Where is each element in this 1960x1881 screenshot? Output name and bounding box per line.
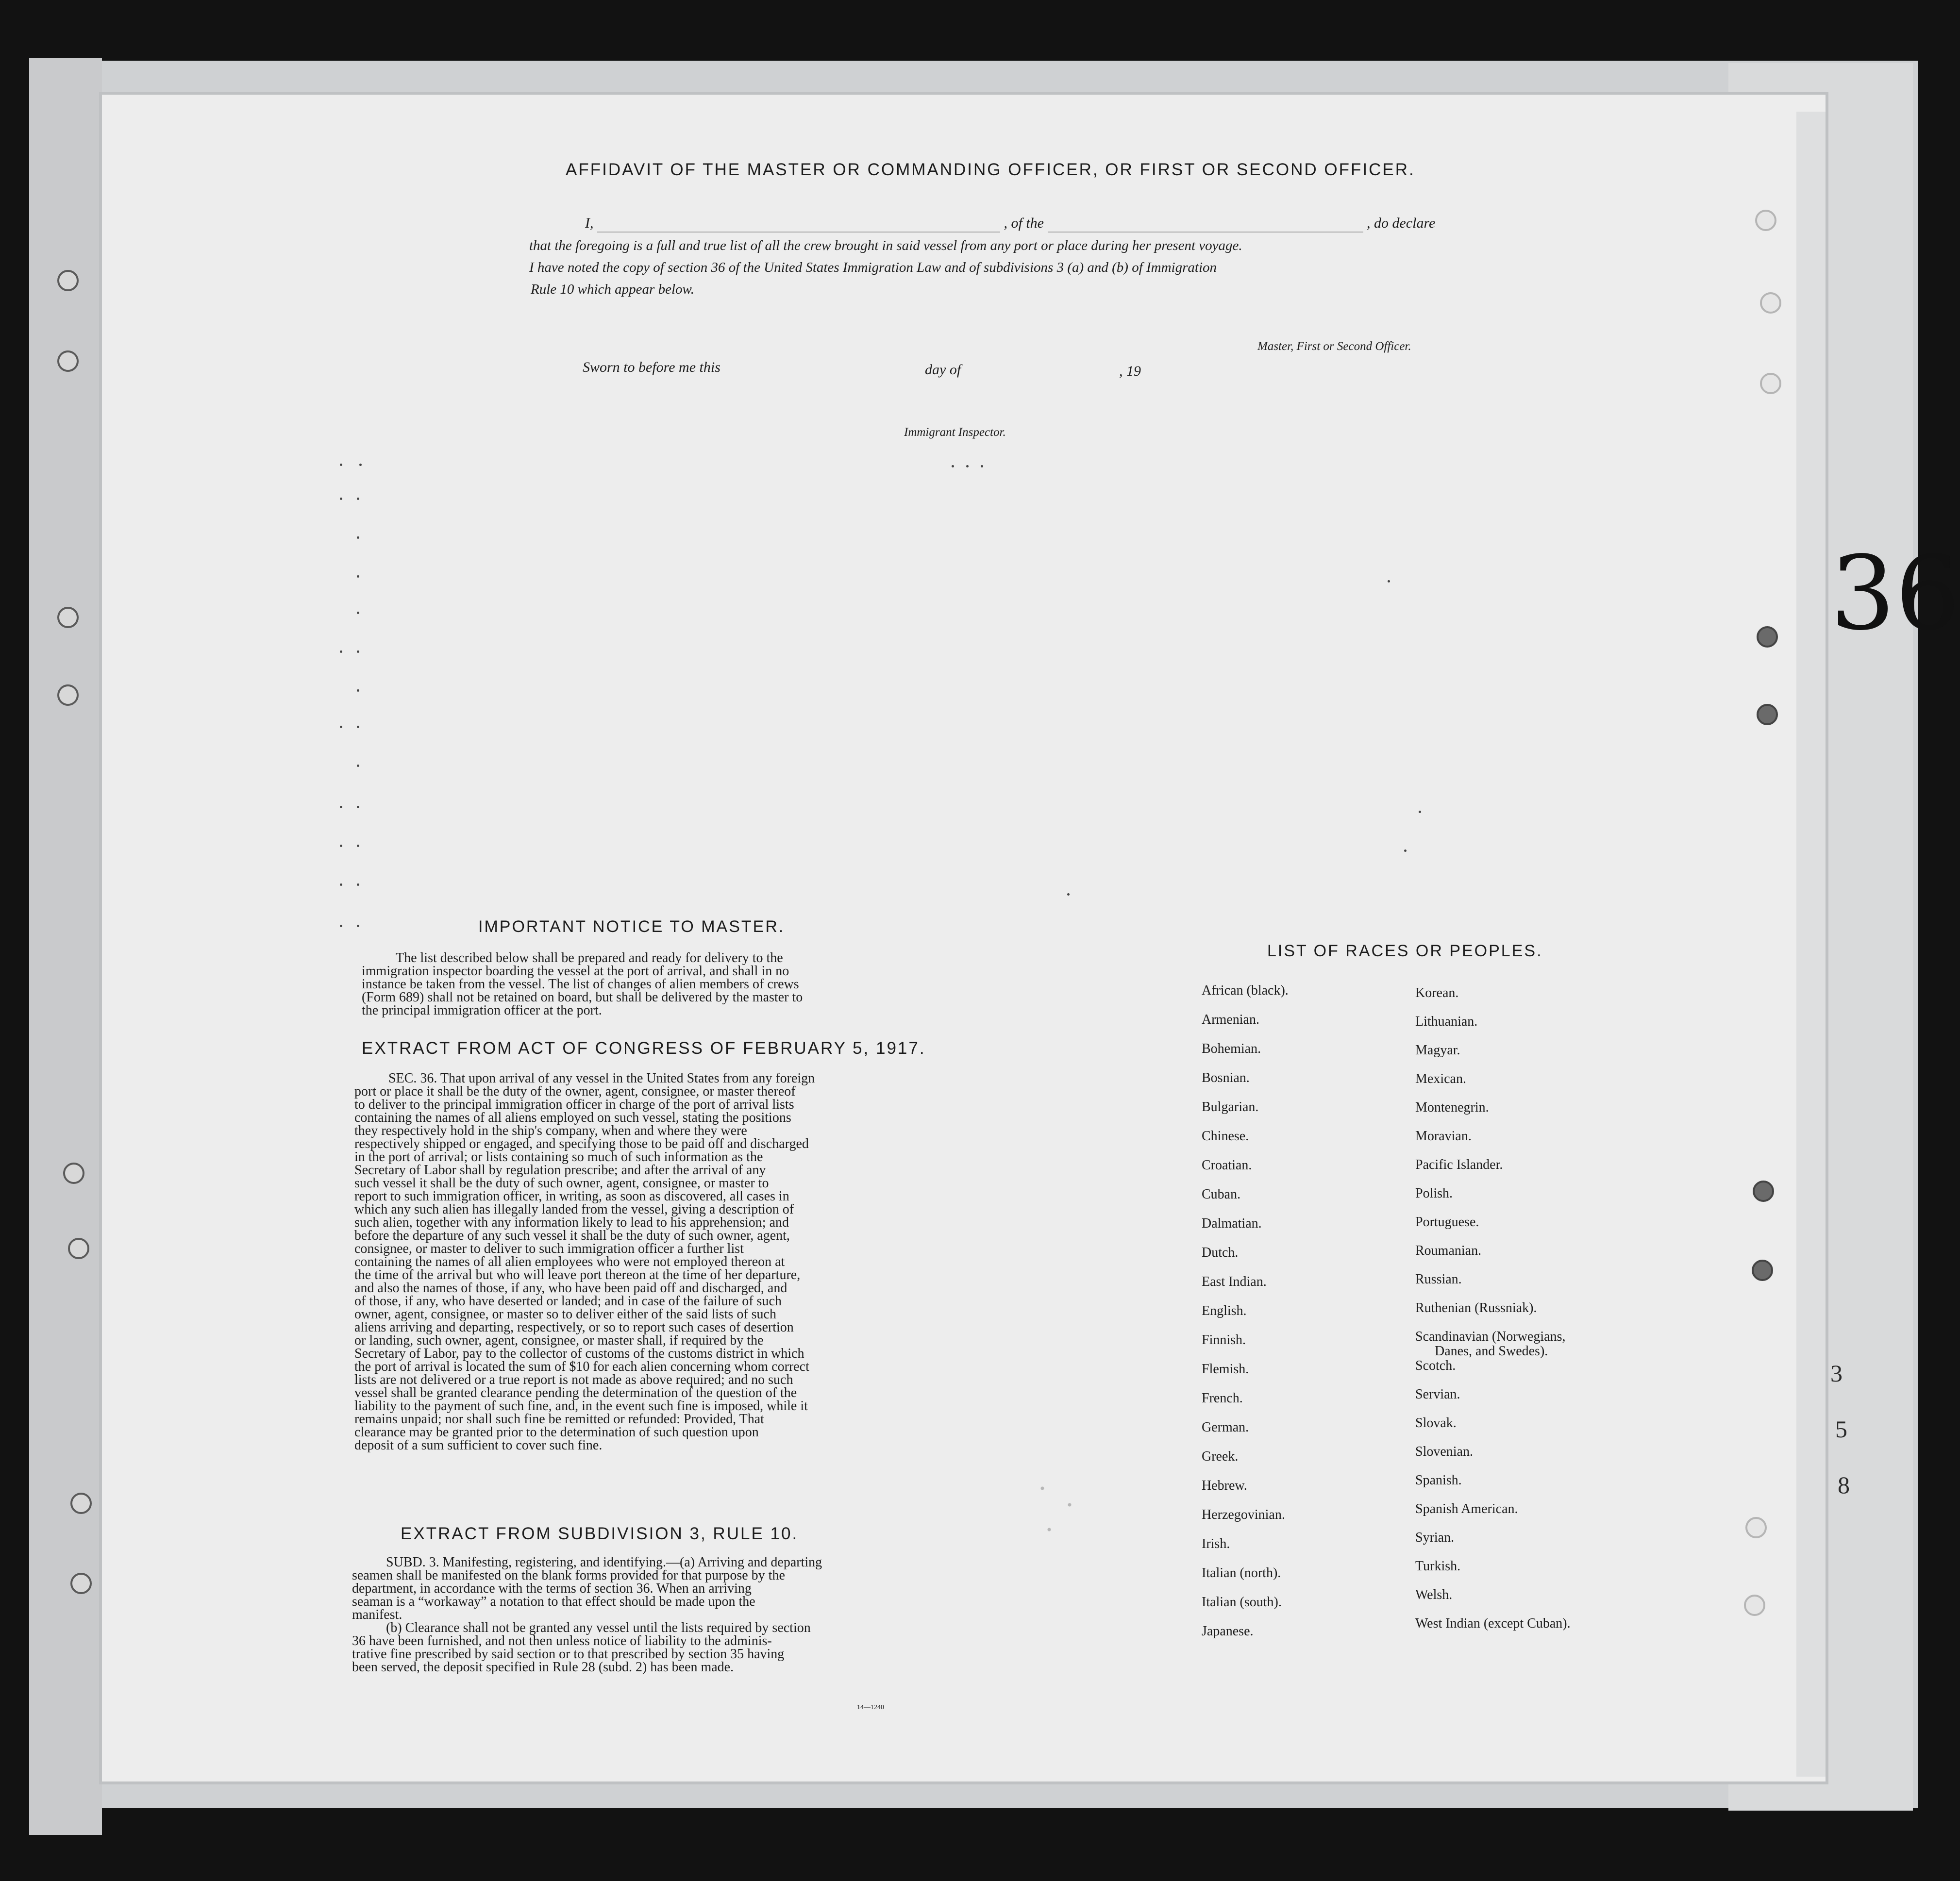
race-item: Spanish. bbox=[1415, 1473, 1462, 1488]
extract-act-line: SEC. 36. That upon arrival of any vessel in the United States from any foreign bbox=[388, 1071, 815, 1086]
race-item: Russian. bbox=[1415, 1272, 1462, 1287]
race-item: African (black). bbox=[1202, 983, 1289, 998]
race-item: Bulgarian. bbox=[1202, 1099, 1259, 1115]
punch-hole-icon bbox=[57, 684, 79, 706]
extract-rule-line: been served, the deposit specified in Rule 28 (subd. 2) has been made. bbox=[352, 1660, 734, 1675]
dot bbox=[357, 883, 359, 886]
punch-hole-icon bbox=[63, 1163, 84, 1184]
notice-line: (Form 689) shall not be retained on board, but shall be delivered by the master to bbox=[362, 990, 803, 1005]
dot bbox=[1404, 849, 1407, 852]
affidavit-of-the: , of the bbox=[1004, 215, 1044, 231]
dot bbox=[357, 536, 359, 539]
dot bbox=[966, 465, 969, 467]
extract-act-line: before the departure of any such vessel it shall be the duty of such owner, agent, bbox=[354, 1228, 790, 1243]
race-item: Lithuanian. bbox=[1415, 1014, 1478, 1029]
race-item: Slovak. bbox=[1415, 1415, 1457, 1431]
sworn-text: Sworn to before me this bbox=[583, 359, 720, 375]
notice-line: instance be taken from the vessel. The list of changes of alien members of crews bbox=[362, 977, 799, 992]
punch-hole-icon bbox=[57, 350, 79, 372]
extract-act-line: they respectively hold in the ship's company, when and where they were bbox=[354, 1123, 747, 1138]
race-item: Armenian. bbox=[1202, 1012, 1259, 1027]
extract-act-line: liability to the payment of such fine, and, in the event such fine is imposed, while it bbox=[354, 1398, 808, 1414]
extract-act-line: vessel shall be granted clearance pending the determination of the question of the bbox=[354, 1385, 797, 1400]
race-item: West Indian (except Cuban). bbox=[1415, 1616, 1571, 1631]
punch-hole-icon bbox=[70, 1573, 92, 1594]
extract-act-line: or landing, such owner, agent, consignee, or master shall, if required by the bbox=[354, 1333, 764, 1348]
notice-paragraph bbox=[362, 951, 935, 1017]
race-item: Chinese. bbox=[1202, 1129, 1249, 1144]
handwritten-mark: 3 bbox=[1830, 1360, 1843, 1387]
notice-line: the principal immigration officer at the port. bbox=[362, 1003, 602, 1018]
race-item: Dalmatian. bbox=[1202, 1216, 1262, 1231]
dot bbox=[340, 925, 342, 927]
race-item: Herzegovinian. bbox=[1202, 1507, 1285, 1522]
punch-hole-icon bbox=[1760, 373, 1781, 394]
extract-act-line: Secretary of Labor shall by regulation prescribe; and after the arrival of any bbox=[354, 1163, 766, 1178]
punch-hole-icon bbox=[1752, 1260, 1773, 1281]
race-item: Scandinavian (Norwegians, bbox=[1415, 1329, 1566, 1344]
punch-hole-icon bbox=[68, 1238, 89, 1259]
extract-act-line: clearance may be granted prior to the determination of such question upon bbox=[354, 1425, 759, 1440]
dot bbox=[1419, 811, 1421, 813]
year-text: , 19 bbox=[1119, 363, 1141, 379]
notice-line: The list described below shall be prepared and ready for delivery to the bbox=[396, 950, 783, 965]
affidavit-line-1 bbox=[585, 215, 1478, 233]
punch-hole-icon bbox=[1757, 626, 1778, 648]
race-item: Greek. bbox=[1202, 1449, 1239, 1464]
race-item: Cuban. bbox=[1202, 1187, 1241, 1202]
dot bbox=[340, 650, 342, 653]
extract-rule-title: EXTRACT FROM SUBDIVISION 3, RULE 10. bbox=[401, 1524, 799, 1543]
race-item: Dutch. bbox=[1202, 1245, 1239, 1260]
extract-rule-line: seamen shall be manifested on the blank forms provided for that purpose by the bbox=[352, 1568, 785, 1583]
extract-act-line: consignee, or master to deliver to such immigration officer a further list bbox=[354, 1241, 744, 1256]
extract-rule-line: department, in accordance with the terms of section 36. When an arriving bbox=[352, 1581, 752, 1596]
affidavit-line-3: I have noted the copy of section 36 of the United States Immigration Law and of subdivisions 3 (a) and (b) of Immigration bbox=[529, 260, 1217, 275]
race-item: French. bbox=[1202, 1391, 1243, 1406]
notice-title: IMPORTANT NOTICE TO MASTER. bbox=[478, 917, 785, 936]
race-item: East Indian. bbox=[1202, 1274, 1267, 1289]
extract-act-line: lists are not delivered or a true report is not made as above required; and no such bbox=[354, 1372, 793, 1387]
ink-smudge bbox=[1022, 1464, 1090, 1546]
handwritten-mark: 8 bbox=[1838, 1471, 1850, 1498]
extract-act-line: such vessel it shall be the duty of such owner, agent, consignee, or master to bbox=[354, 1176, 769, 1191]
extract-act-line: and also the names of those, if any, who have been paid off and discharged, and bbox=[354, 1281, 787, 1296]
race-item: Turkish. bbox=[1415, 1559, 1461, 1574]
left-page-edge bbox=[29, 58, 102, 1835]
race-item: Roumanian. bbox=[1415, 1243, 1482, 1258]
punch-hole-icon bbox=[1755, 210, 1776, 231]
inspector-caption: Immigrant Inspector. bbox=[904, 426, 1006, 439]
affidavit-prefix: I, bbox=[585, 215, 594, 231]
extract-rule-line: trative fine prescribed by said section or to that prescribed by section 35 having bbox=[352, 1647, 785, 1662]
extract-rule-line: 36 have been furnished, and not then unless notice of liability to the adminis- bbox=[352, 1633, 772, 1648]
extract-act-line: containing the names of all aliens employed on such vessel, stating the positions bbox=[354, 1110, 791, 1125]
extract-act-line: remains unpaid; nor shall such fine be remitted or refunded: Provided, That bbox=[354, 1412, 764, 1427]
affidavit-title: AFFIDAVIT OF THE MASTER OR COMMANDING OFFICER, OR FIRST OR SECOND OFFICER. bbox=[566, 160, 1415, 179]
dot bbox=[357, 726, 359, 728]
dot bbox=[1388, 580, 1390, 583]
extract-act-line: in the port of arrival; or lists containing so much of such information as the bbox=[354, 1149, 763, 1165]
dot bbox=[357, 765, 359, 767]
affidavit-line-2: that the foregoing is a full and true list of all the crew brought in said vessel from any port or place during her present voyage. bbox=[529, 238, 1242, 253]
dot bbox=[357, 498, 359, 500]
race-item: Servian. bbox=[1415, 1387, 1460, 1402]
extract-act-line: to deliver to the principal immigration officer in charge of the port of arrival lists bbox=[354, 1097, 794, 1112]
race-item: Irish. bbox=[1202, 1536, 1230, 1551]
dot bbox=[340, 464, 342, 466]
dot bbox=[340, 498, 342, 500]
race-item: Portuguese. bbox=[1415, 1215, 1479, 1230]
extract-act-line: aliens arriving and departing, respectively, or so to report such cases of desertion bbox=[354, 1320, 794, 1335]
master-signature-caption: Master, First or Second Officer. bbox=[1257, 340, 1411, 353]
race-item: Croatian. bbox=[1202, 1158, 1252, 1173]
race-item: Spanish American. bbox=[1415, 1501, 1518, 1516]
dot bbox=[357, 806, 359, 808]
dot bbox=[340, 806, 342, 808]
extract-rule-line: manifest. bbox=[352, 1607, 402, 1622]
race-item: Slovenian. bbox=[1415, 1444, 1473, 1459]
race-item: German. bbox=[1202, 1420, 1249, 1435]
name-blank bbox=[597, 215, 1000, 233]
handwritten-mark: 5 bbox=[1835, 1415, 1847, 1443]
race-item: Montenegrin. bbox=[1415, 1100, 1489, 1115]
dot bbox=[981, 465, 983, 467]
notice-line: immigration inspector boarding the vessel at the port of arrival, and shall in no bbox=[362, 964, 789, 979]
extract-act-line: the time of the arrival but who will leave port thereon at the time of her departure, bbox=[354, 1267, 801, 1282]
race-item: Flemish. bbox=[1202, 1362, 1249, 1377]
race-item: English. bbox=[1202, 1303, 1247, 1318]
extract-act-paragraph bbox=[354, 1072, 927, 1452]
punch-hole-icon bbox=[57, 607, 79, 628]
extract-rule-paragraph bbox=[352, 1556, 925, 1674]
punch-hole-icon bbox=[1760, 292, 1781, 314]
extract-rule-line: seaman is a “workaway” a notation to that effect should be made upon the bbox=[352, 1594, 755, 1609]
day-of-text: day of bbox=[925, 362, 961, 378]
race-item: Polish. bbox=[1415, 1186, 1453, 1201]
extract-act-line: respectively shipped or engaged, and specifying those to be paid off and discharged bbox=[354, 1136, 809, 1151]
dot bbox=[359, 464, 362, 466]
race-item: Italian (north). bbox=[1202, 1565, 1281, 1581]
race-item: Welsh. bbox=[1415, 1587, 1453, 1602]
dot bbox=[357, 845, 359, 847]
extract-act-line: owner, agent, consignee, or master so to deliver either of the said lists of such bbox=[354, 1307, 776, 1322]
extract-act-line: which any such alien has illegally landed from the vessel, giving a description of bbox=[354, 1202, 794, 1217]
race-item: Pacific Islander. bbox=[1415, 1157, 1503, 1172]
vessel-blank bbox=[1048, 215, 1363, 233]
punch-hole-icon bbox=[1745, 1517, 1767, 1538]
extract-act-line: the port of arrival is located the sum of $10 for each alien concerning whom correct bbox=[354, 1359, 809, 1374]
extract-act-line: of those, if any, who have deserted or landed; and in case of the failure of such bbox=[354, 1294, 782, 1309]
race-item: Danes, and Swedes). bbox=[1435, 1344, 1548, 1359]
dot bbox=[1067, 893, 1070, 896]
dot bbox=[952, 465, 954, 467]
affidavit-line-4: Rule 10 which appear below. bbox=[531, 282, 694, 297]
handwritten-number: 36 bbox=[1830, 534, 1960, 653]
extract-act-line: Secretary of Labor, pay to the collector of customs of the customs district in which bbox=[354, 1346, 804, 1361]
race-item: Mexican. bbox=[1415, 1071, 1466, 1086]
extract-act-line: containing the names of all alien employees who were not employed thereon at bbox=[354, 1254, 785, 1269]
race-item: Scotch. bbox=[1415, 1358, 1456, 1373]
punch-hole-icon bbox=[1744, 1595, 1765, 1616]
extract-act-line: report to such immigration officer, in writing, as soon as discovered, all cases in bbox=[354, 1189, 789, 1204]
race-item: Korean. bbox=[1415, 985, 1459, 1000]
extract-act-line: port or place it shall be the duty of the owner, agent, consignee, or master thereof bbox=[354, 1084, 796, 1099]
dot bbox=[357, 689, 359, 692]
document-page bbox=[102, 95, 1826, 1781]
dot bbox=[357, 575, 359, 578]
page-edge-right bbox=[1796, 112, 1826, 1777]
dot bbox=[340, 726, 342, 728]
dot bbox=[340, 883, 342, 886]
race-item: Moravian. bbox=[1415, 1129, 1472, 1144]
extract-act-line: deposit of a sum sufficient to cover such fine. bbox=[354, 1438, 603, 1453]
race-item: Syrian. bbox=[1415, 1530, 1455, 1545]
race-item: Italian (south). bbox=[1202, 1595, 1282, 1610]
dot bbox=[357, 612, 359, 614]
race-item: Bohemian. bbox=[1202, 1041, 1261, 1056]
dot bbox=[340, 845, 342, 847]
race-item: Bosnian. bbox=[1202, 1070, 1250, 1085]
extract-act-line: such alien, together with any information likely to lead to his apprehension; and bbox=[354, 1215, 789, 1230]
race-item: Magyar. bbox=[1415, 1043, 1460, 1058]
extract-act-title: EXTRACT FROM ACT OF CONGRESS OF FEBRUARY 5, 1917. bbox=[362, 1039, 926, 1058]
race-item: Finnish. bbox=[1202, 1332, 1246, 1348]
race-item: Japanese. bbox=[1202, 1624, 1254, 1639]
punch-hole-icon bbox=[70, 1493, 92, 1514]
punch-hole-icon bbox=[57, 270, 79, 291]
races-title: LIST OF RACES OR PEOPLES. bbox=[1267, 942, 1543, 960]
affidavit-declare: , do declare bbox=[1367, 215, 1436, 231]
race-item: Hebrew. bbox=[1202, 1478, 1247, 1493]
dot bbox=[357, 925, 359, 927]
dot bbox=[357, 650, 359, 653]
extract-rule-line: (b) Clearance shall not be granted any vessel until the lists required by section bbox=[386, 1620, 811, 1635]
punch-hole-icon bbox=[1757, 704, 1778, 725]
race-item: Ruthenian (Russniak). bbox=[1415, 1300, 1537, 1315]
form-number: 14—1240 bbox=[857, 1704, 884, 1711]
extract-rule-line: SUBD. 3. Manifesting, registering, and identifying.—(a) Arriving and departing bbox=[386, 1555, 822, 1570]
punch-hole-icon bbox=[1753, 1181, 1774, 1202]
